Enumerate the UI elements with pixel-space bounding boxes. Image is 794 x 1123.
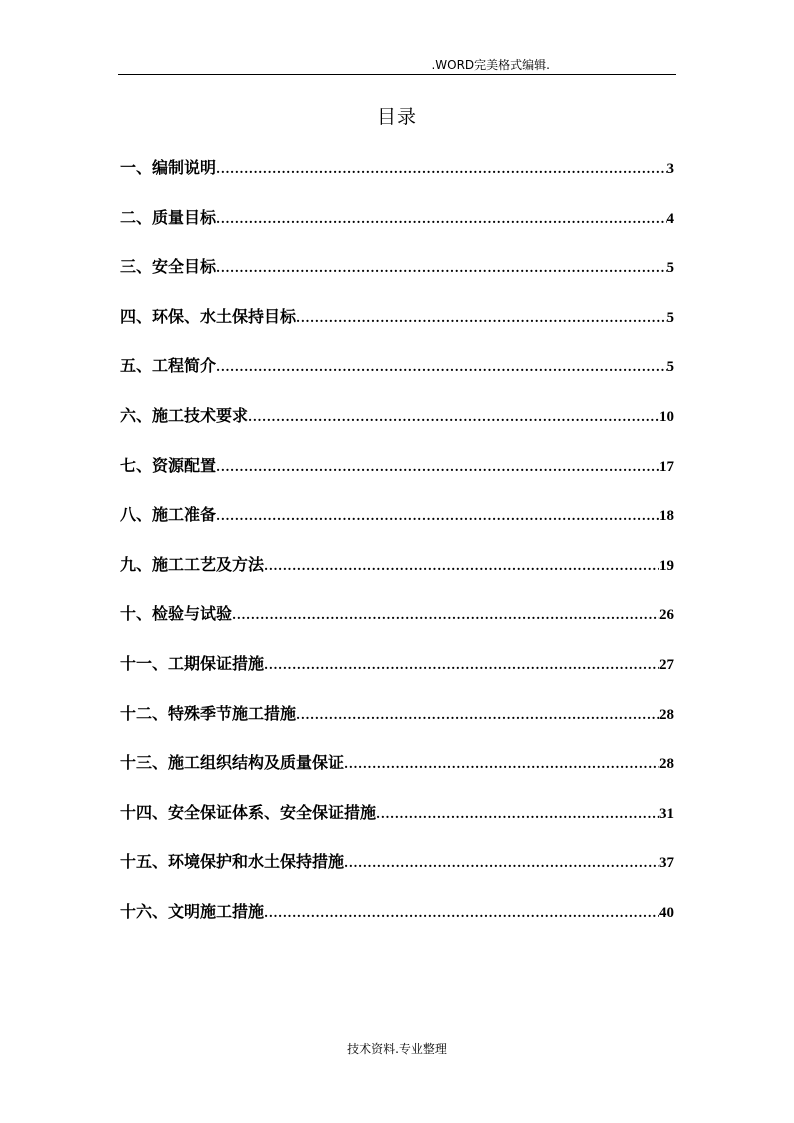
toc-entry[interactable] <box>120 601 674 651</box>
toc-entry[interactable] <box>120 800 674 850</box>
toc-entry-page: 17 <box>659 458 674 475</box>
toc-entry-page: 27 <box>659 656 674 673</box>
header-text: .WORD完美格式编辑. <box>431 58 550 72</box>
toc-entry[interactable] <box>120 205 674 255</box>
toc-entry[interactable] <box>120 899 674 949</box>
toc-leader-dots <box>216 156 666 182</box>
toc-entry[interactable] <box>120 750 674 800</box>
toc-entry-page: 19 <box>659 557 674 574</box>
toc-leader-dots <box>264 900 659 926</box>
toc-entry[interactable] <box>120 353 674 403</box>
toc-entry-page: 40 <box>659 904 674 921</box>
toc-entry[interactable] <box>120 403 674 453</box>
toc-entry-label: 三、安全目标 <box>120 257 217 277</box>
toc-leader-dots <box>216 206 666 232</box>
toc-entry-label: 七、资源配置 <box>120 455 217 475</box>
toc-entry-page: 4 <box>666 210 674 227</box>
toc-entry-label: 十六、文明施工措施 <box>120 901 265 921</box>
toc-entry[interactable] <box>120 453 674 503</box>
toc-entry-label: 十一、工期保证措施 <box>120 653 265 673</box>
toc-leader-dots <box>216 354 666 380</box>
toc-entry-page: 5 <box>666 260 674 277</box>
toc-entry-page: 26 <box>659 607 674 624</box>
toc-entry[interactable] <box>120 651 674 701</box>
toc-entry-page: 5 <box>666 359 674 376</box>
toc-entry[interactable] <box>120 701 674 751</box>
toc-leader-dots <box>232 602 659 628</box>
toc-leader-dots <box>248 404 659 430</box>
toc-entry-page: 31 <box>659 805 674 822</box>
toc-entry-page: 3 <box>666 161 674 177</box>
toc-entry-page: 18 <box>659 508 674 525</box>
toc-entry-page: 28 <box>659 706 674 723</box>
toc-entry[interactable] <box>120 254 674 304</box>
toc-entry-label: 十二、特殊季节施工措施 <box>120 703 297 723</box>
toc-leader-dots <box>264 652 659 678</box>
page-title: 目录 <box>376 106 417 128</box>
page-footer: 技术资料.专业整理 <box>347 1042 447 1056</box>
toc-entry-page: 28 <box>659 756 674 773</box>
toc-entry[interactable] <box>120 304 674 354</box>
toc-leader-dots <box>296 702 659 728</box>
toc-leader-dots <box>216 255 666 281</box>
toc-entry-label: 二、质量目标 <box>120 207 217 227</box>
toc-leader-dots <box>344 850 659 876</box>
toc-entry-label: 十三、施工组织结构及质量保证 <box>120 753 345 773</box>
toc-entry-page: 37 <box>659 855 674 872</box>
toc-entry[interactable] <box>120 502 674 552</box>
toc-entry-label: 八、施工准备 <box>120 505 217 525</box>
toc-entry-page: 5 <box>666 309 674 326</box>
toc-leader-dots <box>216 454 659 480</box>
toc-leader-dots <box>344 751 659 777</box>
toc-entry[interactable] <box>120 155 674 205</box>
toc-entry[interactable] <box>120 552 674 602</box>
toc-entry-label: 五、工程简介 <box>120 356 217 376</box>
toc-entry-label: 九、施工工艺及方法 <box>120 554 265 574</box>
toc-entry-label: 四、环保、水土保持目标 <box>120 306 297 326</box>
toc-entry-label: 一、编制说明 <box>120 158 217 177</box>
toc-leader-dots <box>264 553 659 579</box>
toc-entry[interactable] <box>120 849 674 899</box>
toc-entry-label: 十、检验与试验 <box>120 604 233 624</box>
toc-leader-dots <box>216 503 659 529</box>
page-header <box>118 56 676 75</box>
toc-entry-page: 10 <box>659 408 674 425</box>
toc-leader-dots <box>296 305 666 331</box>
toc-leader-dots <box>376 801 659 827</box>
table-of-contents <box>120 155 674 949</box>
toc-entry-label: 六、施工技术要求 <box>120 405 249 425</box>
toc-entry-label: 十四、安全保证体系、安全保证措施 <box>120 802 377 822</box>
toc-entry-label: 十五、环境保护和水土保持措施 <box>120 852 345 872</box>
